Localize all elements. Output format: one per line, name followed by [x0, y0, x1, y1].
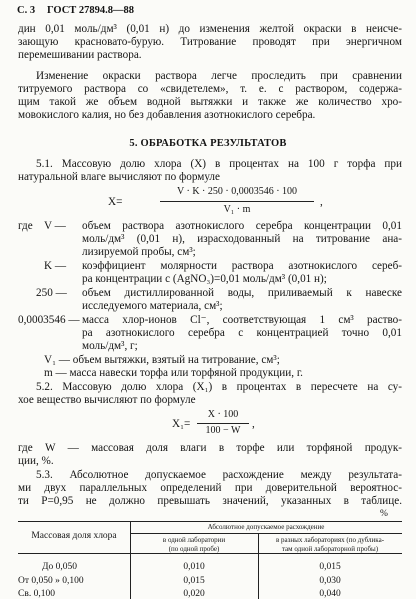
text-line: ра концентрации c (AgNO₃)=0,01 моль/дм³ (0,01 н);: [82, 273, 327, 285]
symbol-0-0003546: 0,0003546 —: [18, 314, 80, 326]
text-line: 5.3. Абсолютное допускаемое расхождение между результата-: [36, 469, 402, 481]
text-line: моль/дм³ (0,01 н), израсходованный на титрование ана-: [82, 233, 402, 245]
table-cell: От 0,050 » 0,100: [18, 576, 84, 586]
text-line: ти P=0,95 не должно превышать значений, указанных в таблице.: [18, 495, 402, 507]
table-cell: 0,015: [183, 576, 205, 586]
text-line: коэффициент молярности раствора азотнокислого сереб-: [82, 260, 402, 272]
clause-5-2: [18, 381, 402, 407]
text-line: ра азотнокислого серебра с концентрацией точно 0,01: [82, 327, 402, 339]
text-line: мовокислого калия, но без добавления азотнокислого серебра.: [18, 109, 316, 121]
table-cell: 0,015: [319, 562, 341, 572]
text-line: в разных лабораториях (по дублика-: [275, 536, 385, 544]
where-w: [18, 442, 402, 468]
text-line: в одной лаборатории: [162, 536, 226, 544]
text-line: щим такой же объем водной вытяжки и также же количество хро-: [18, 96, 402, 108]
formula-2-lhs: X₁=: [172, 418, 191, 430]
text-line: где W — массовая доля влаги в торфе или торфяной продук-: [18, 442, 402, 454]
text-line: натуральной влаге вычисляют по формуле: [18, 171, 220, 183]
note-paragraph: [18, 70, 402, 122]
formula-2-comma: ,: [252, 418, 255, 430]
formula-1-numerator: V · K · 250 · 0,0003546 · 100: [176, 186, 298, 197]
text-line: зающую красновато-бурую. Титрование проводят при энергичном: [18, 36, 402, 48]
where-label: где: [18, 220, 33, 232]
text-line: исследуемого материала, см³;: [82, 300, 223, 312]
page-number: С. 3: [17, 5, 36, 16]
section-heading: 5. ОБРАБОТКА РЕЗУЛЬТАТОВ: [129, 138, 287, 149]
table-header-rule: [18, 553, 402, 554]
intro-paragraph: [18, 23, 402, 62]
text-line: 5.2. Массовую долю хлора (X₁) в процентах в пересчете на су-: [36, 381, 402, 393]
table-rule-top: [18, 521, 402, 522]
text-line: перемешивании раствора.: [18, 49, 142, 61]
text-line: там одной лабораторной пробы): [281, 544, 379, 553]
table-cell: До 0,050: [42, 562, 77, 572]
clause-5-1: [18, 158, 402, 184]
standard-code: ГОСТ 27894.8—88: [47, 5, 135, 16]
table-header-single-lab: [130, 536, 258, 553]
legend-k: [82, 260, 402, 286]
fraction-bar: [197, 423, 249, 424]
text-line: хое вещество вычисляют по формуле: [18, 394, 196, 406]
legend-0-0003546: [82, 314, 402, 353]
text-line: ми двух параллельных определений при доверительной вероятнос-: [18, 482, 402, 494]
table-header-group: Абсолютное допускаемое расхождение: [207, 523, 325, 531]
legend-v: [82, 220, 402, 259]
text-line: ции, %.: [18, 455, 54, 467]
formula-1-denominator: V₁ · m: [223, 204, 251, 215]
text-line: 5.1. Массовую долю хлора (X) в процентах на 100 г торфа при: [36, 158, 402, 170]
text-line: объем раствора азотнокислого серебра концентрации 0,01: [82, 220, 402, 232]
table-header-multi-lab: [258, 536, 402, 553]
table-unit: %: [380, 509, 388, 519]
formula-1-comma: ,: [320, 196, 323, 208]
symbol-v: V —: [44, 220, 66, 232]
legend-v1: V₁ — объем вытяжки, взятый на титрование, см³;: [44, 354, 280, 366]
symbol-k: K —: [44, 260, 67, 272]
table-cell: 0,030: [319, 576, 341, 586]
fraction-bar: [160, 201, 314, 202]
text-line: титруемого раствора со «свидетелем», т. е. с раствором, содержа-: [18, 83, 402, 95]
text-line: лизируемой пробы, см³;: [82, 246, 196, 258]
table-group-rule: [130, 533, 402, 534]
text-line: Изменение окраски раствора легче проследить при сравнении: [36, 70, 402, 82]
symbol-250: 250 —: [36, 287, 67, 299]
text-line: (по одной пробе): [168, 544, 220, 553]
text-line: моль/дм³, г;: [82, 340, 138, 352]
table-cell: Св. 0,100: [18, 589, 55, 599]
legend-m: m — масса навески торфа или торфяной продукции, г.: [44, 367, 303, 379]
text-line: дин 0,01 моль/дм³ (0,01 н) до изменения желтой окраски в неисче-: [18, 23, 402, 35]
clause-5-3: [18, 469, 402, 508]
table-cell: 0,020: [183, 589, 205, 599]
formula-1-lhs: X=: [108, 196, 123, 208]
table-header-mass-fraction: Массовая доля хлора: [31, 531, 117, 541]
text-line: объем дистиллированной воды, приливаемый к навеске: [82, 287, 402, 299]
formula-2-numerator: X · 100: [207, 409, 239, 420]
formula-2-denominator: 100 − W: [205, 425, 241, 436]
legend-250: [82, 287, 402, 313]
table-cell: 0,040: [319, 589, 341, 599]
table-cell: 0,010: [183, 562, 205, 572]
text-line: масса хлор-ионов Cl⁻, соответствующая 1 см³ раство-: [82, 314, 402, 326]
